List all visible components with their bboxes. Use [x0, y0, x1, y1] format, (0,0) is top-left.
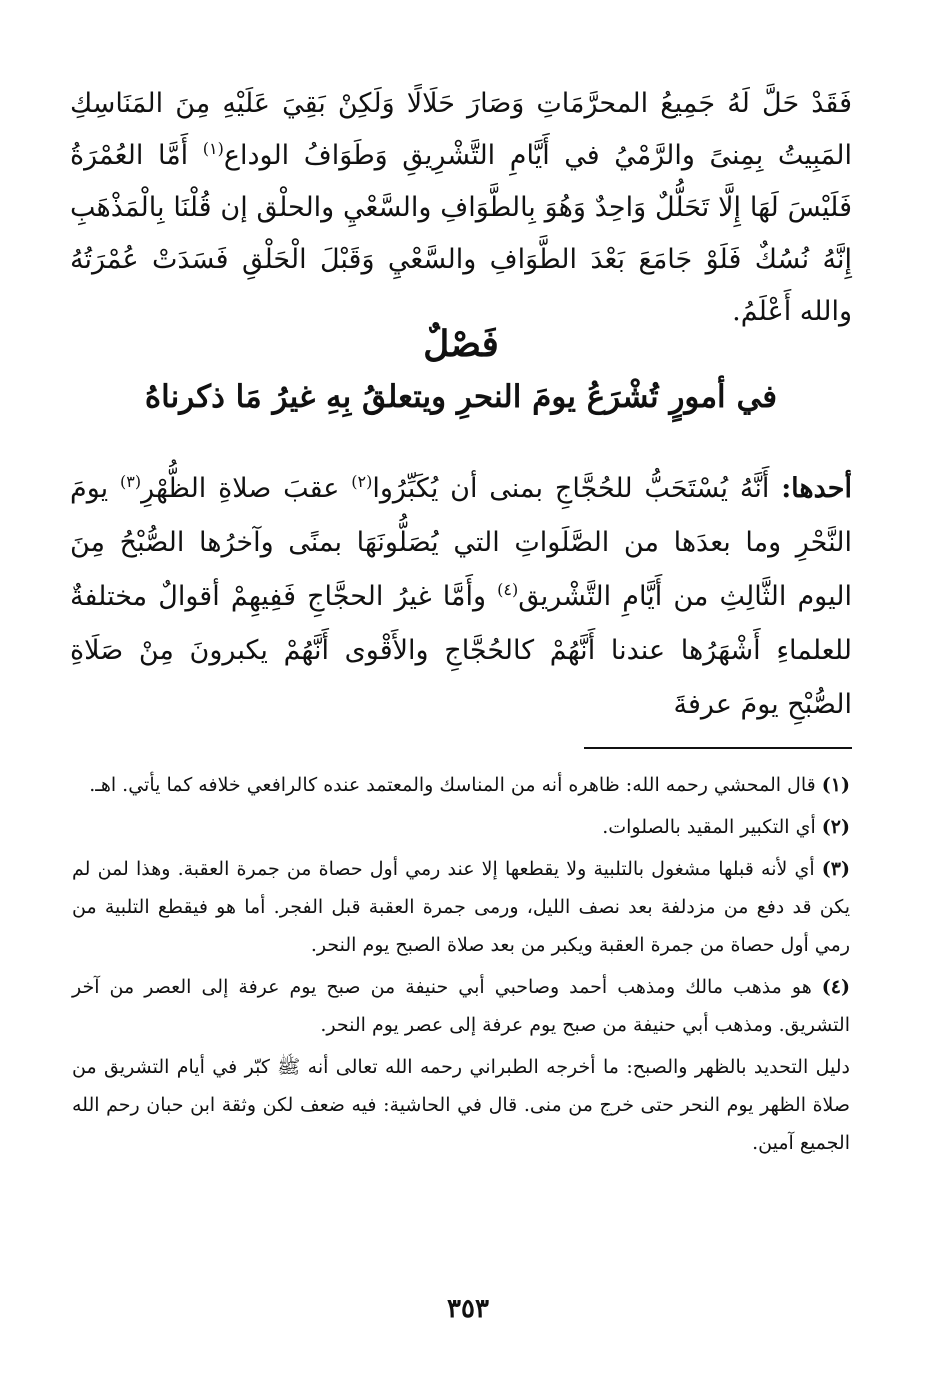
footnote-text: هو مذهب مالك ومذهب أحمد وصاحبي أبي حنيفة من صبح يوم عرفة إلى العصر من آخر التشريق. ومذهب أبي حنيفة من صبح يوم عرفة إلى عصر يوم النحر.	[72, 976, 850, 1036]
footnote-ref-3: (٣)	[120, 472, 142, 491]
section-text-part2: عقبَ صلاةِ الظُّهْرِ	[141, 473, 352, 504]
footnote-ref-1: (١)	[202, 139, 224, 158]
footnote-4	[72, 968, 850, 1044]
section-subheading: في أمورٍ تُشْرَعُ يومَ النحرِ ويتعلقُ بِهِ غيرُ مَا ذكرناهُ	[144, 379, 778, 415]
page-number: ٣٥٣	[447, 1294, 489, 1324]
section-text-part4: وأَمَّا غيرُ الحجَّاجِ فَفِيهِمْ أقوالٌ مختلفةٌ للعلماءِ أَشْهَرُها عندنا أَنَّهُمْ كالحُجَّاجِ والأَقْوى أَنَّهُمْ يكبرونَ مِنْ صَلَاةِ الصُّبْحِ يومَ عرفةَ	[70, 581, 852, 720]
section-text-part3: يومَ النَّحْرِ وما بعدَها من الصَّلَواتِ التي يُصَلُّونَهَا بمنًى وآخرُها الصُّبْحُ مِنَ اليوم الثَّالِثِ من أَيَّامِ التَّشْريق	[70, 473, 853, 612]
footnotes-block	[72, 766, 850, 1166]
main-paragraph-text	[70, 78, 852, 338]
footnote-3	[72, 850, 850, 964]
section-header	[70, 318, 852, 424]
main-text-part2: أَمَّا العُمْرَةُ فَلَيْسَ لَهَا إِلَّا تَحَلُّلٌ وَاحِدٌ وَهُوَ بِالطَّوَافِ والسَّعْيِ والحلْق إن قُلْنَا بِالْمَذْهَبِ إِنَّهُ نُسُكٌ فَلَوْ جَامَعَ بَعْدَ الطَّوَافِ والسَّعْيِ وَقَبْلَ الْحَلْقِ فَسَدَتْ عُمْرَتُهُ والله أَعْلَمُ.	[70, 140, 852, 327]
section-lead: أحدها:	[781, 473, 852, 504]
section-heading: فَصْلٌ	[423, 323, 499, 365]
footnote-number: (٤)	[821, 976, 850, 998]
footnote-number: (٢)	[821, 816, 850, 838]
main-paragraph	[70, 78, 852, 338]
section-paragraph	[70, 462, 852, 732]
footnote-ref-4: (٤)	[497, 580, 519, 599]
footnote-ref-2: (٢)	[351, 472, 373, 491]
footnote-number: (١)	[821, 774, 850, 796]
footnote-text: أي التكبير المقيد بالصلوات.	[602, 816, 816, 838]
footnote-separator	[584, 747, 852, 749]
footnote-2	[72, 808, 850, 846]
footnote-4-continuation: دليل التحديد بالظهر والصبح: ما أخرجه الطبراني رحمه الله تعالى أنه ﷺ كبّر في أيام التشريق من صلاة الظهر يوم النحر حتى خرج من منى. قال في الحاشية: فيه ضعف لكن وثقة ابن حبان رحم الله الجميع آمين.	[72, 1056, 850, 1154]
main-text-part1: فَقَدْ حَلَّ لَهُ جَمِيعُ المحرَّمَاتِ وَصَارَ حَلَالًا وَلَكِنْ بَقِيَ عَلَيْهِ مِنَ المَنَاسِكِ المَبِيتُ بِمِنىً والرَّمْيُ في أَيَّامِ التَّشْرِيقِ وَطَوَافُ الوداع	[70, 88, 853, 171]
footnote-1	[72, 766, 850, 804]
section-text-part1: أَنَّهُ يُسْتَحَبُّ للحُجَّاجِ بمنى أن يُكَبِّرُوا	[372, 473, 782, 504]
footnote-text: أي لأنه قبلها مشغول بالتلبية ولا يقطعها إلا عند رمي أول حصاة من جمرة العقبة. وهذا لمن لم يكن قد دفع من مزدلفة بعد نصف الليل، ورمى جمرة العقبة قبل الفجر. أما هو فيقطع التلبية من رمي أول حصاة من جمرة العقبة ويكبر من بعد صلاة الصبح يوم النحر.	[72, 858, 850, 956]
footnote-text: قال المحشي رحمه الله: ظاهره أنه من المناسك والمعتمد عنده كالرافعي خلافه كما يأتي. اهـ.	[89, 774, 816, 796]
footnote-number: (٣)	[821, 858, 850, 880]
